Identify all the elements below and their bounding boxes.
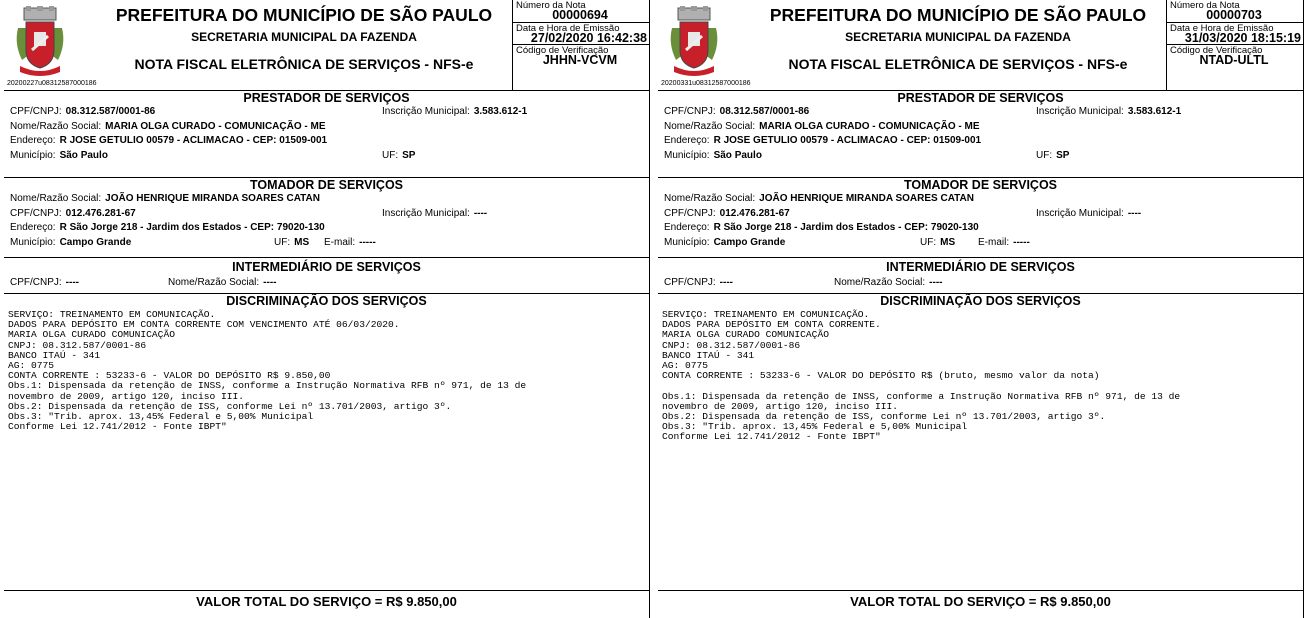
intermediario-section — [658, 260, 1303, 294]
barcode-text: 20200331u08312587000186 — [661, 80, 751, 87]
address-label: Endereço: — [10, 222, 56, 233]
intermediario-row — [4, 277, 649, 292]
intermediario-section — [4, 260, 649, 294]
prestador-title: PRESTADOR DE SERVIÇOS — [897, 91, 1064, 105]
intermediario-name: ---- — [263, 277, 277, 288]
tomador-city-row — [658, 237, 1303, 252]
cpf-label: CPF/CNPJ: — [10, 277, 62, 288]
document-type-title: NOTA FISCAL ELETRÔNICA DE SERVIÇOS - NFS-e — [134, 56, 474, 72]
intermediario-name: ---- — [929, 277, 943, 288]
email-label: E-mail: — [978, 236, 1010, 248]
uf-label: UF: — [274, 236, 291, 248]
im-label: Inscrição Municipal: — [1036, 207, 1124, 219]
invoice-number-cell — [1167, 0, 1304, 23]
prefeitura-title: PREFEITURA DO MUNICÍPIO DE SÃO PAULO — [769, 5, 1147, 25]
invoice-number: 00000694 — [552, 8, 608, 22]
tomador-cpf: 012.476.281-67 — [719, 207, 790, 219]
cpf-label: CPF/CNPJ: — [10, 207, 62, 219]
invoice-header — [4, 0, 649, 91]
tomador-address: R São Jorge 218 - Jardim dos Estados - CEP: 79020-130 — [59, 222, 325, 233]
invoice-id-box — [512, 0, 650, 90]
city-label: Município: — [10, 236, 56, 248]
uf-label: UF: — [920, 236, 937, 248]
tomador-title: TOMADOR DE SERVIÇOS — [249, 178, 404, 192]
prestador-section — [658, 91, 1303, 178]
valor-total: VALOR TOTAL DO SERVIÇO = R$ 9.850,00 — [850, 594, 1111, 609]
tomador-cpf: 012.476.281-67 — [65, 207, 136, 219]
address-label: Endereço: — [10, 135, 56, 146]
tomador-im: ---- — [473, 207, 488, 219]
tomador-name: JOÃO HENRIQUE MIRANDA SOARES CATAN — [759, 193, 974, 204]
issue-datetime-label: Data e Hora de Emissão — [1170, 22, 1274, 34]
prefeitura-title: PREFEITURA DO MUNICÍPIO DE SÃO PAULO — [115, 5, 493, 25]
prestador-address-row — [4, 135, 649, 150]
verification-code-cell — [1167, 45, 1304, 68]
city-label: Município: — [664, 236, 710, 248]
tomador-address-row — [658, 222, 1303, 237]
prestador-address: R JOSE GETULIO 00579 - ACLIMACAO - CEP: 01509-001 — [59, 135, 328, 146]
invoice-number-label: Número da Nota — [1170, 0, 1240, 11]
prestador-cpf-row — [4, 106, 649, 121]
invoice-id-box — [1166, 0, 1304, 90]
cpf-label: CPF/CNPJ: — [664, 207, 716, 219]
address-label: Endereço: — [664, 222, 710, 233]
discriminacao-title: DISCRIMINAÇÃO DOS SERVIÇOS — [880, 294, 1081, 308]
email-label: E-mail: — [324, 236, 356, 248]
prestador-city-row — [4, 150, 649, 165]
name-label: Nome/Razão Social: — [664, 120, 756, 132]
verification-code: NTAD-ULTL — [1199, 53, 1269, 67]
discriminacao-section — [4, 294, 649, 591]
prestador-im: 3.583.612-1 — [1127, 106, 1182, 117]
tomador-email: ----- — [359, 236, 376, 248]
tomador-city-row — [4, 237, 649, 252]
cpf-label: CPF/CNPJ: — [664, 277, 716, 288]
prestador-address-row — [658, 135, 1303, 150]
address-label: Endereço: — [664, 135, 710, 146]
verification-code-cell — [513, 45, 650, 68]
barcode-text: 20200227u08312587000186 — [7, 80, 97, 87]
prestador-cpf-row — [658, 106, 1303, 121]
tomador-title: TOMADOR DE SERVIÇOS — [903, 178, 1058, 192]
discriminacao-text: SERVIÇO: TREINAMENTO EM COMUNICAÇÃO. DADOS PARA DEPÓSITO EM CONTA CORRENTE. MARIA OLGA CURADO COMUNICAÇÃO CNPJ: 08.312.587/0001-86 BANCO ITAÚ - 341 AG: 0775 CONTA CORRENTE : 53233-6 - VALOR DO DEPÓSITO R$ (bruto, mesmo valor da nota) Obs.1: Dispensada da retenção de INSS, conforme a Instrução Normativa RFB nº 971, de 13 de novembro de 2009, artigo 120, inciso III. Obs.2: Dispensada da retenção de ISS, conforme Lei nº 13.701/2003, artigo 3º. Obs.3: "Trib. aprox. 13,45% Federal e 5,00% Municipal Conforme Lei 12.741/2012 - Fonte IBPT" — [662, 309, 1181, 443]
prestador-name-row — [4, 121, 649, 136]
tomador-name-row — [4, 193, 649, 208]
tomador-section — [4, 178, 649, 258]
im-label: Inscrição Municipal: — [1036, 106, 1124, 117]
verification-code-label: Código de Verificação — [516, 45, 609, 56]
intermediario-cpf: ---- — [65, 277, 79, 288]
sao-paulo-coat-of-arms-icon — [12, 6, 68, 80]
verification-code-label: Código de Verificação — [1170, 45, 1263, 56]
name-label: Nome/Razão Social: — [168, 277, 260, 288]
prestador-section — [4, 91, 649, 178]
tomador-name: JOÃO HENRIQUE MIRANDA SOARES CATAN — [105, 193, 320, 204]
tomador-uf: MS — [940, 236, 956, 248]
prestador-cpf: 08.312.587/0001-86 — [719, 106, 810, 117]
im-label: Inscrição Municipal: — [382, 207, 470, 219]
issue-datetime: 27/02/2020 16:42:38 — [530, 30, 647, 45]
tomador-name-row — [658, 193, 1303, 208]
sao-paulo-coat-of-arms-icon — [666, 6, 722, 80]
issue-datetime-label: Data e Hora de Emissão — [516, 22, 620, 34]
prestador-uf: SP — [402, 149, 416, 161]
prestador-im: 3.583.612-1 — [473, 106, 528, 117]
issue-datetime-cell — [1167, 23, 1304, 46]
tomador-address: R São Jorge 218 - Jardim dos Estados - CEP: 79020-130 — [713, 222, 979, 233]
discriminacao-text: SERVIÇO: TREINAMENTO EM COMUNICAÇÃO. DADOS PARA DEPÓSITO EM CONTA CORRENTE COM VENCIMENTO ATÉ 06/03/2020. MARIA OLGA CURADO COMUNICAÇÃO CNPJ: 08.312.587/0001-86 BANCO ITAÚ - 341 AG: 0775 CONTA CORRENTE : 53233-6 - VALOR DO DEPÓSITO R$ 9.850,00 Obs.1: Dispensada da retenção de INSS, conforme a Instrução Normativa RFB nº 971, de 13 de novembro de 2009, artigo 120, inciso III. Obs.2: Dispensada da retenção de ISS, conforme Lei nº 13.701/2003, artigo 3º. Obs.3: "Trib. aprox. 13,45% Federal e 5,00% Municipal Conforme Lei 12.741/2012 - Fonte IBPT" — [8, 309, 527, 433]
tomador-cpf-row — [4, 208, 649, 223]
prestador-city: São Paulo — [59, 149, 108, 161]
intermediario-row — [658, 277, 1303, 292]
prestador-name: MARIA OLGA CURADO - COMUNICAÇÃO - ME — [105, 120, 326, 132]
verification-code: JHHN-VCVM — [542, 53, 618, 67]
prestador-city-row — [658, 150, 1303, 165]
tomador-section — [658, 178, 1303, 258]
tomador-cpf-row — [658, 208, 1303, 223]
tomador-city: Campo Grande — [713, 236, 786, 248]
secretaria-subtitle: SECRETARIA MUNICIPAL DA FAZENDA — [191, 30, 417, 44]
valor-total: VALOR TOTAL DO SERVIÇO = R$ 9.850,00 — [196, 594, 457, 609]
invoice-header — [658, 0, 1303, 91]
intermediario-title: INTERMEDIÁRIO DE SERVIÇOS — [232, 260, 421, 274]
im-label: Inscrição Municipal: — [382, 106, 470, 117]
discriminacao-title: DISCRIMINAÇÃO DOS SERVIÇOS — [226, 294, 427, 308]
prestador-name: MARIA OLGA CURADO - COMUNICAÇÃO - ME — [759, 120, 980, 132]
intermediario-title: INTERMEDIÁRIO DE SERVIÇOS — [886, 260, 1075, 274]
prestador-address: R JOSE GETULIO 00579 - ACLIMACAO - CEP: 01509-001 — [713, 135, 982, 146]
tomador-address-row — [4, 222, 649, 237]
name-label: Nome/Razão Social: — [664, 193, 756, 204]
intermediario-cpf: ---- — [719, 277, 733, 288]
uf-label: UF: — [1036, 149, 1053, 161]
invoice-703 — [658, 0, 1304, 618]
secretaria-subtitle: SECRETARIA MUNICIPAL DA FAZENDA — [845, 30, 1071, 44]
issue-datetime: 31/03/2020 18:15:19 — [1184, 30, 1301, 45]
uf-label: UF: — [382, 149, 399, 161]
invoice-number-label: Número da Nota — [516, 0, 586, 11]
tomador-email: ----- — [1013, 236, 1030, 248]
prestador-city: São Paulo — [713, 149, 762, 161]
city-label: Município: — [664, 149, 710, 161]
name-label: Nome/Razão Social: — [10, 193, 102, 204]
tomador-im: ---- — [1127, 207, 1142, 219]
prestador-uf: SP — [1056, 149, 1070, 161]
invoice-number-cell — [513, 0, 650, 23]
tomador-uf: MS — [294, 236, 310, 248]
invoice-number: 00000703 — [1206, 8, 1262, 22]
city-label: Município: — [10, 149, 56, 161]
cpf-label: CPF/CNPJ: — [10, 106, 62, 117]
invoice-694 — [4, 0, 650, 618]
document-type-title: NOTA FISCAL ELETRÔNICA DE SERVIÇOS - NFS-e — [788, 56, 1128, 72]
prestador-cpf: 08.312.587/0001-86 — [65, 106, 156, 117]
prestador-name-row — [658, 121, 1303, 136]
name-label: Nome/Razão Social: — [10, 120, 102, 132]
tomador-city: Campo Grande — [59, 236, 132, 248]
name-label: Nome/Razão Social: — [834, 277, 926, 288]
prestador-title: PRESTADOR DE SERVIÇOS — [243, 91, 410, 105]
cpf-label: CPF/CNPJ: — [664, 106, 716, 117]
discriminacao-section — [658, 294, 1303, 591]
issue-datetime-cell — [513, 23, 650, 46]
